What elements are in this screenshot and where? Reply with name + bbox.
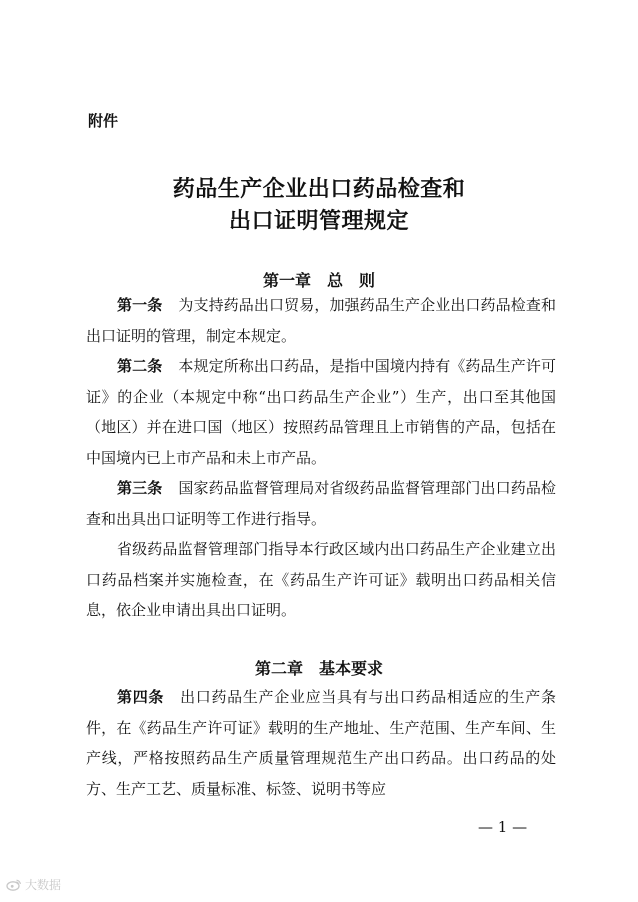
article-paragraph	[86, 351, 556, 473]
article-text: 为支持药品出口贸易，加强药品生产企业出口药品检查和出口证明的管理，制定本规定。	[86, 296, 556, 345]
article-paragraph	[86, 290, 556, 351]
article-label: 第二条	[117, 357, 163, 375]
page-number: — 1 —	[478, 818, 528, 836]
article-text: 出口药品生产企业应当具有与出口药品相适应的生产条件，在《药品生产许可证》载明的生产地址、生产范围、生产车间、生产线，严格按照药品生产质量管理规范生产出口药品。出口药品的处方、生产工艺、质量标准、标签、说明书等应	[86, 688, 556, 798]
chapter-heading-2	[0, 656, 638, 679]
article-paragraph	[86, 682, 556, 804]
article-label: 第三条	[117, 479, 163, 497]
article-text: 国家药品监督管理局对省级药品监督管理部门出口药品检查和出具出口证明等工作进行指导。	[86, 479, 556, 528]
document-title-line-1: 药品生产企业出口药品检查和	[172, 177, 466, 202]
watermark-text: 大数据	[25, 878, 62, 892]
article-paragraph	[86, 473, 556, 534]
chapter-heading-text: 第二章 基本要求	[254, 659, 383, 678]
attachment-label: 附件	[88, 112, 119, 130]
article-paragraph	[86, 534, 556, 626]
watermark	[6, 876, 61, 893]
weibo-logo-icon	[6, 878, 22, 891]
document-title-line-2: 出口证明管理规定	[228, 209, 409, 234]
article-text: 本规定所称出口药品，是指中国境内持有《药品生产许可证》的企业（本规定中称“出口药品生产企业”）生产，出口至其他国（地区）并在进口国（地区）按照药品管理且上市销售的产品，包括在中国境内已上市产品和未上市产品。	[86, 357, 556, 467]
article-label: 第一条	[117, 296, 163, 314]
chapter-heading-1	[0, 268, 638, 291]
chapter-heading-text: 第一章 总 则	[262, 271, 375, 290]
article-label: 第四条	[117, 688, 165, 706]
article-text: 省级药品监督管理部门指导本行政区域内出口药品生产企业建立出口药品档案并实施检查，在《药品生产许可证》载明出口药品相关信息，依企业申请出具出口证明。	[86, 540, 556, 619]
